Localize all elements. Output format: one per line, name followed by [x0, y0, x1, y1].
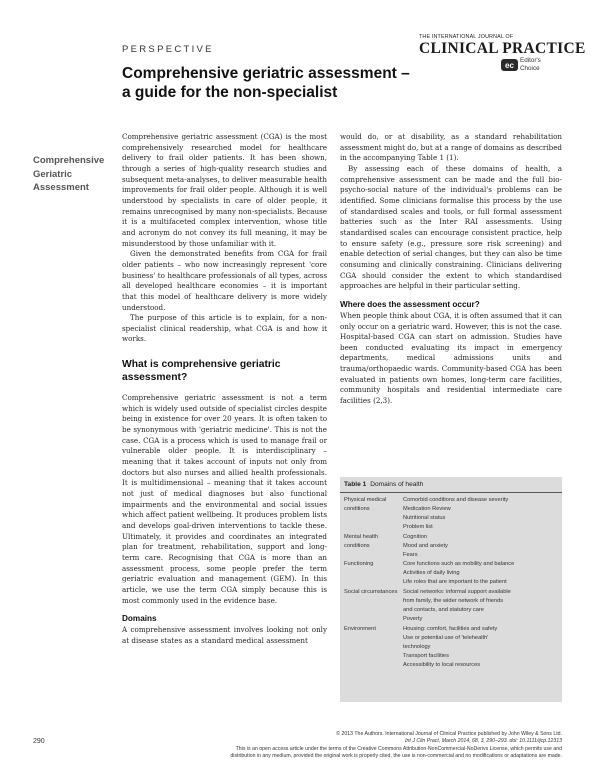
- copyright-footer: [102, 731, 562, 760]
- paragraph: would do, or at disability, as a standard rehabilitation assessment might do, but at a range of domains as described in the accompanying Table 1 (1).: [340, 132, 562, 163]
- subsection-heading: Where does the assessment occur?: [340, 299, 480, 309]
- paragraph: Comprehensive geriatric assessment is not a term which is widely used outside of specialist circles despite being in existence for over 20 years. It is often taken to be synonymous with 'geriatric medicine'. This is not the case. CGA is a process which is used to manage frail or vulnerable older people. It is interdisciplinary – meaning that it takes account of inputs not only from doctors but also nurses and allied health professionals. It is multidimensional – meaning that it takes account not just of medical diagnoses but also functional impairments and the environmental and social issues which affect patient wellbeing. It produces problem lists and develops goal-driven interventions to tackle these. Ultimately, it provides and coordinates an integrated plan for treatment, rehabilitation, support and long-term care. Recognising that CGA is more than an assessment process, some people prefer the term geriatric evaluation and management (GEM). In this article, we use the term CGA simply because this is most commonly used in the evidence base.: [122, 393, 327, 605]
- paragraph: Given the demonstrated benefits from CGA for frail older patients – who now increasingly represent 'core business' to healthcare professionals of all types, across all developed healthcare economies – it is important that this model of healthcare delivery is more widely understood.: [122, 249, 327, 312]
- subsection-heading: Domains: [122, 614, 157, 624]
- column-right: [340, 132, 562, 407]
- paragraph: By assessing each of these domains of health, a comprehensive assessment can be made and the full bio-psycho-social nature of the individual's problems can be identified. Some clinicians formalise this process by the use of standardised scales and tools, or full formal assessment batteries such as the Inter RAI assessments. Using standardised scales can encourage consistent practice, help to ensure safety (e.g., pressure sore risk screening) and enable detection of serial changes, but they can also be time consuming and clinically constraining. Clinicians delivering CGA should consider the extent to which standardised approaches are helpful in their particular setting.: [340, 163, 562, 291]
- paragraph: Comprehensive geriatric assessment (CGA) is the most comprehensively researched model for healthcare delivery to frail older patients. It has been shown, through a series of high-quality research studies and subsequent meta-analyses, to deliver measurable health improvements for frail older people. Although it is well understood by specialists in care of older people, it remains unrecognised by many non-specialists. Because it is a multifaceted complex intervention, whose title and acronym do not convey its full meaning, it may be misunderstood by those unfamiliar with it.: [122, 132, 327, 248]
- footer-line: This is an open access article under the terms of the Creative Commons Attribution-NonCommercial-NoDerivs License, which permits use and: [235, 745, 562, 752]
- domains-table: Table 1 Domains of health Physical medical conditions Comorbid conditions and disease severity Medication Review Nutritional status Problem list Mental health conditions Cognition Mood and anxiety Fears Functioning Core functions such as mobility and balance Activities of daily living Life roles that are important to the patient Social circumstances Social networks: informal support available from family, the wider network of friends and contacts, and statutory care Poverty Environment Housing: comfort, facilities and safety Use or potential use of 'telehealth' technology Transport facilities Accessibility to local resources: [340, 477, 562, 702]
- editors-choice-icon: [501, 59, 518, 71]
- section-label: PERSPECTIVE: [122, 44, 214, 55]
- section-heading: What is comprehensive geriatric assessment?: [122, 359, 281, 383]
- ec-badge-text: ec: [505, 61, 514, 70]
- article-title: Comprehensive geriatric assessment – a guide for the non-specialist: [122, 65, 410, 101]
- page-number: 290: [33, 738, 45, 745]
- footer-line: distribution in any medium, provided the original work is properly cited, the use is non-commercial and no modifications or adaptations are made.: [230, 752, 562, 759]
- journal-logo: [412, 34, 586, 92]
- table-rule: [340, 492, 562, 493]
- editors-choice-label: Editor's Choice: [520, 57, 541, 72]
- paragraph: A comprehensive assessment involves looking not only at disease states as a standard medical assessment: [122, 625, 327, 645]
- side-label: Comprehensive Geriatric Assessment: [33, 155, 105, 193]
- journal-name-small: THE INTERNATIONAL JOURNAL OF: [419, 34, 514, 40]
- paragraph: When people think about CGA, it is often assumed that it can only occur on a geriatric ward. However, this is not the case. Hospital-based CGA can start on admission. Studies have been conducted evaluating its impact in emergency departments, medical admissions units and trauma/orthopaedic wards. Community-based CGA has been evaluated in patients own homes, long-term care facilities, community hospitals and residential intermediate care facilities (2,3).: [340, 310, 562, 406]
- paragraph: The purpose of this article is to explain, for a non-specialist clinical readership, what CGA is and how it works.: [122, 313, 327, 344]
- column-left: [122, 132, 327, 647]
- footer-line: © 2013 The Authors. International Journal of Clinical Practice published by John Wiley & Sons Ltd.: [336, 731, 562, 737]
- journal-name: CLINICAL PRACTICE: [419, 40, 586, 57]
- table-caption: Table 1 Domains of health: [344, 481, 424, 488]
- footer-citation: Int J Clin Pract, March 2014, 68, 3, 290–293. doi: 10.1111/ijcp.12313: [405, 738, 562, 745]
